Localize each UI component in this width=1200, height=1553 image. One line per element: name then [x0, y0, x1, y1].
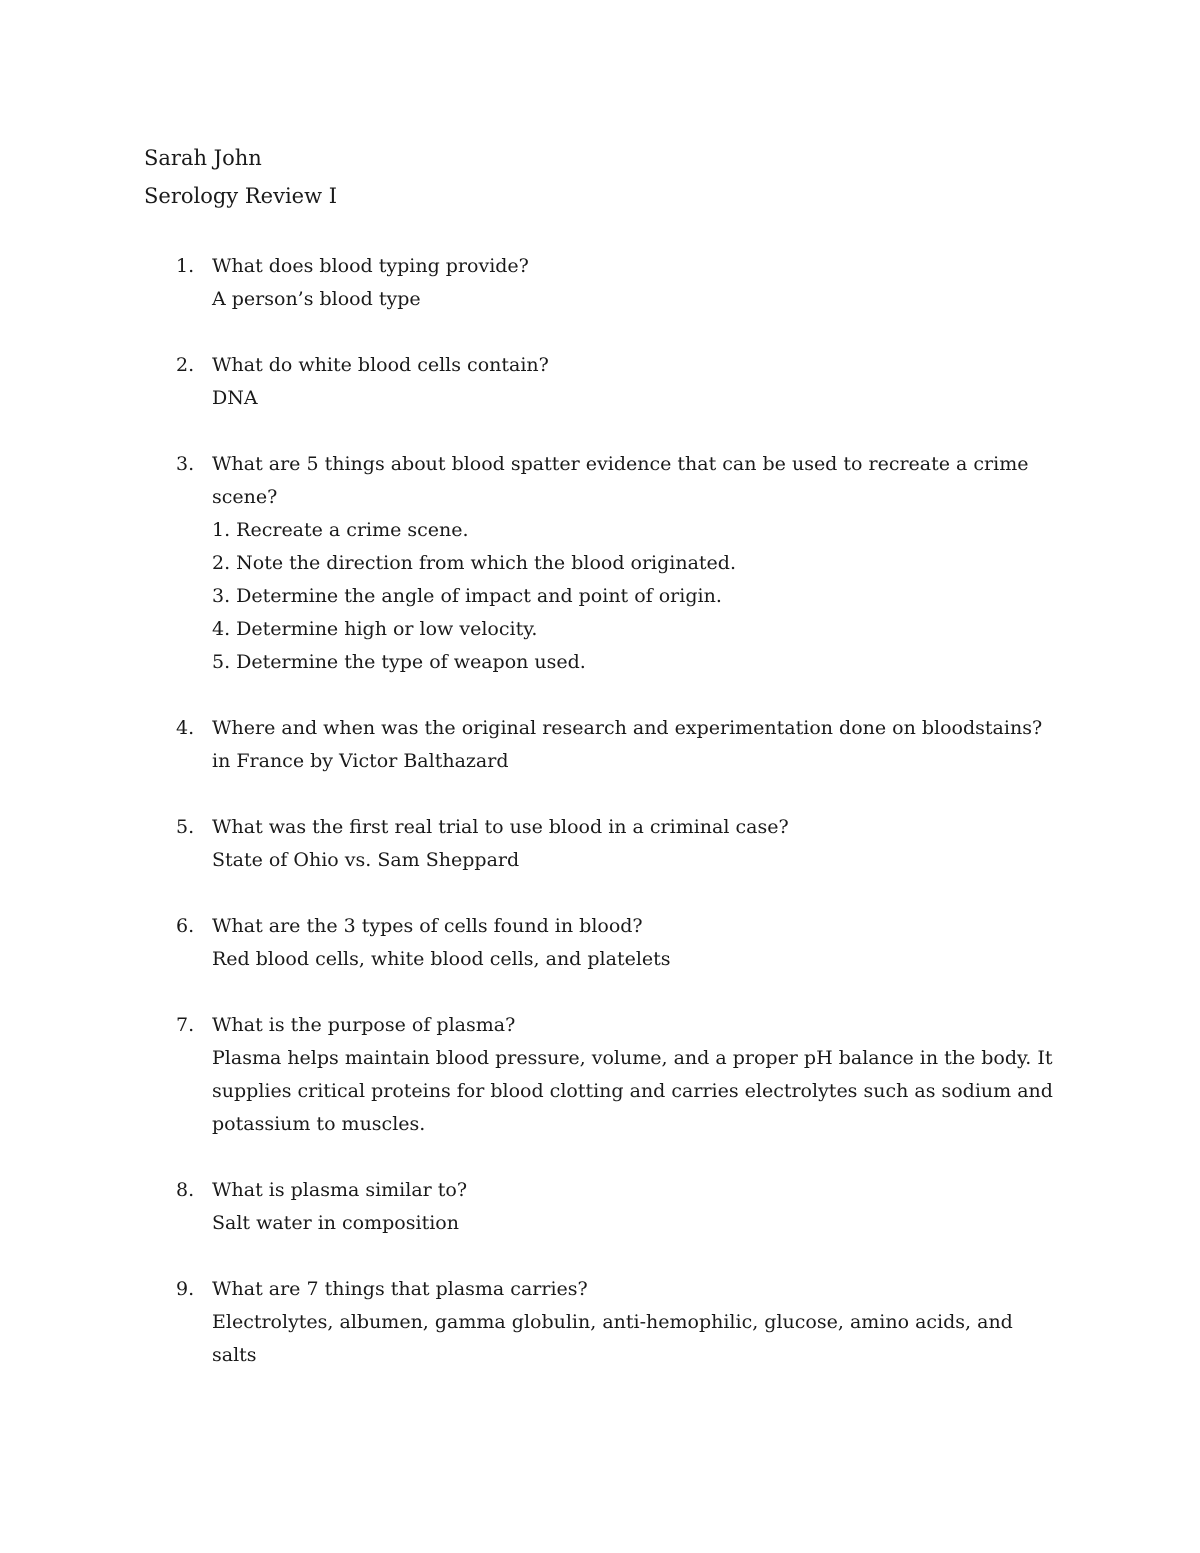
- answer-text: in France by Victor Balthazard: [212, 750, 509, 772]
- question-list: [0, 250, 1200, 1405]
- question-text: What was the first real trial to use blood in a criminal case?: [212, 816, 789, 838]
- question-number: 3.: [176, 453, 195, 475]
- question-text: What does blood typing provide?: [212, 255, 529, 277]
- sub-answer: 5. Determine the type of weapon used.: [212, 651, 586, 673]
- question-item: [0, 448, 1200, 679]
- question-text: What are 5 things about blood spatter evidence that can be used to recreate a crime scene?: [212, 453, 1029, 508]
- question-number: 2.: [176, 354, 195, 376]
- question-number: 1.: [176, 255, 195, 277]
- question-number: 8.: [176, 1179, 195, 1201]
- answer-text: Plasma helps maintain blood pressure, volume, and a proper pH balance in the body. It supplies critical proteins for blood clotting and carries electrolytes such as sodium and potassium to muscles.: [212, 1047, 1053, 1135]
- question-item: [0, 349, 1200, 415]
- question-number: 6.: [176, 915, 195, 937]
- question-text: What are the 3 types of cells found in blood?: [212, 915, 643, 937]
- answer-text: Red blood cells, white blood cells, and platelets: [212, 948, 671, 970]
- question-item: [0, 910, 1200, 976]
- question-number: 7.: [176, 1014, 195, 1036]
- question-number: 5.: [176, 816, 195, 838]
- sub-answer: 4. Determine high or low velocity.: [212, 618, 538, 640]
- question-text: What is the purpose of plasma?: [212, 1014, 516, 1036]
- answer-text: Electrolytes, albumen, gamma globulin, anti-hemophilic, glucose, amino acids, and salts: [212, 1311, 1013, 1366]
- answer-text: State of Ohio vs. Sam Sheppard: [212, 849, 520, 871]
- author-name: Sarah John: [144, 146, 262, 170]
- document-title: Serology Review I: [144, 184, 338, 208]
- question-text: What is plasma similar to?: [212, 1179, 468, 1201]
- question-text: Where and when was the original research and experimentation done on bloodstains?: [212, 717, 1043, 739]
- answer-text: DNA: [212, 387, 258, 409]
- question-number: 4.: [176, 717, 195, 739]
- sub-answer: 2. Note the direction from which the blood originated.: [212, 552, 737, 574]
- question-item: [0, 250, 1200, 316]
- sub-answer: 3. Determine the angle of impact and point of origin.: [212, 585, 722, 607]
- question-item: [0, 1174, 1200, 1240]
- question-text: What are 7 things that plasma carries?: [212, 1278, 588, 1300]
- question-number: 9.: [176, 1278, 195, 1300]
- answer-text: Salt water in composition: [212, 1212, 459, 1234]
- question-text: What do white blood cells contain?: [212, 354, 549, 376]
- question-item: [0, 1009, 1200, 1141]
- question-item: [0, 811, 1200, 877]
- question-item: [0, 1273, 1200, 1372]
- sub-answer: 1. Recreate a crime scene.: [212, 519, 469, 541]
- answer-text: A person’s blood type: [212, 288, 421, 310]
- question-item: [0, 712, 1200, 778]
